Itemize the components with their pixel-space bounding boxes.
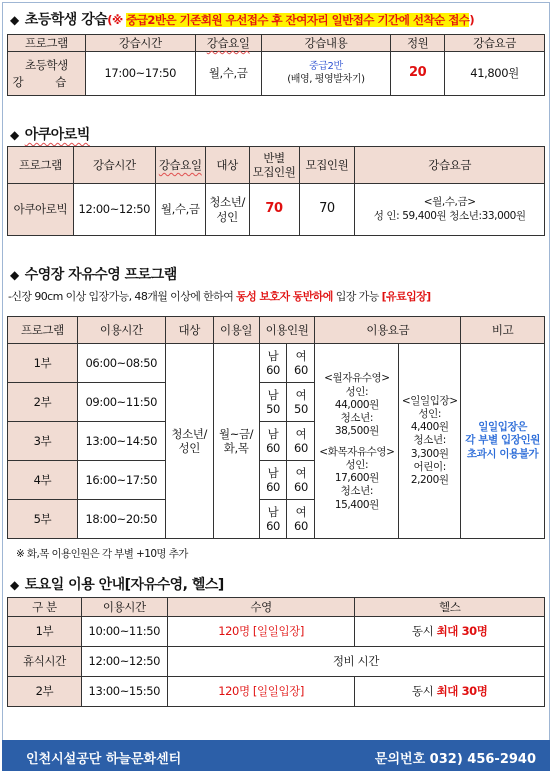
program-cell	[8, 52, 86, 96]
part-cell: 2부	[8, 383, 78, 422]
male-capacity: 남 50	[259, 383, 287, 422]
gym-max: 최대 30명	[436, 624, 488, 639]
col-header: 강습요금	[355, 147, 545, 184]
col-header: 헬스	[355, 598, 545, 617]
col-header: 이용시간	[81, 598, 167, 617]
remark-cell: 일일입장은 각 부별 입장인원 초과시 이용불가	[461, 344, 545, 539]
fee-daily: <일일입장> 성인: 4,400원 청소년: 3,300원 어린이: 2,200원	[399, 344, 461, 539]
diamond-bullet-icon: ◆	[10, 268, 19, 282]
col-header: 모집인원	[299, 147, 355, 184]
col-header: 이용인원	[259, 317, 315, 344]
fee-cell	[355, 184, 545, 236]
female-capacity: 여 60	[287, 344, 315, 383]
male-capacity: 남 60	[259, 500, 287, 539]
organization-name: 인천시설공단 하늘문화센터	[26, 752, 182, 767]
content-detail: (배영, 평영발차기)	[287, 73, 365, 85]
col-header: 강습요일	[195, 35, 261, 52]
col-header: 프로그램	[8, 317, 78, 344]
col-header: 강습시간	[73, 147, 155, 184]
diamond-bullet-icon: ◆	[10, 128, 19, 142]
col-header: 이용요금	[315, 317, 461, 344]
days-cell: 월~금/ 화,목	[213, 344, 259, 539]
part-cell: 5부	[8, 500, 78, 539]
time-cell: 18:00~20:50	[77, 500, 165, 539]
gym-cell	[355, 617, 545, 647]
priority-note: 중급2반은 기존회원 우선접수 후 잔여자리 일반접수 기간에 선착순 접수	[126, 13, 470, 27]
col-header: 이용일	[213, 317, 259, 344]
content-level: 중급2반	[309, 61, 343, 72]
col-header: 강습요금	[445, 35, 545, 52]
part-cell: 1부	[8, 617, 82, 647]
condition-text: -신장 90cm 이상 입장가능, 48개월 이상에 한하여	[8, 290, 237, 303]
time-cell: 09:00~11:50	[77, 383, 165, 422]
male-capacity: 남 60	[259, 344, 287, 383]
section-elementary-title	[10, 9, 474, 29]
col-header: 강습내용	[261, 35, 391, 52]
note-open: (※	[107, 13, 127, 27]
part-cell: 1부	[8, 344, 78, 383]
time-cell: 12:00~12:50	[81, 647, 167, 677]
section-heading: 초등학생 강습	[24, 12, 108, 28]
fee-detail: 성 인: 59,400원 청소년:33,000원	[373, 209, 526, 222]
swim-cell: 120명 [일일입장]	[167, 617, 355, 647]
col-header: 정원	[391, 35, 445, 52]
time-cell: 12:00~12:50	[73, 184, 155, 236]
section-heading: 아쿠아로빅	[24, 127, 90, 143]
female-capacity: 여 50	[287, 383, 315, 422]
female-capacity: 여 60	[287, 500, 315, 539]
time-cell: 06:00~08:50	[77, 344, 165, 383]
fee-monthly: <월자유수영> 성인: 44,000원 청소년: 38,500원	[324, 372, 390, 437]
program-name: 초등학생	[25, 57, 68, 72]
program-cell: 아쿠아로빅	[8, 184, 74, 236]
part-cell: 2부	[8, 677, 82, 707]
footnote: ※ 화,목 이용인원은 각 부별 +10명 추가	[16, 548, 188, 560]
section-freeswim-title	[10, 264, 177, 284]
col-header: 강습시간	[85, 35, 195, 52]
col-header: 반별 모집인원	[249, 147, 299, 184]
part-cell: 3부	[8, 422, 78, 461]
guardian-note: 동성 보호자 동반하에	[236, 290, 333, 303]
col-header: 수영	[167, 598, 355, 617]
section-saturday-title	[10, 574, 224, 594]
note-close: )	[469, 13, 475, 27]
paid-entry-badge: [유료입장]	[381, 290, 431, 303]
gym-max: 최대 30명	[436, 684, 488, 699]
contact-number: 문의번호 032) 456-2940	[374, 752, 536, 767]
time-cell: 10:00~11:50	[81, 617, 167, 647]
footer-bar	[2, 740, 550, 771]
col-header: 비고	[461, 317, 545, 344]
female-capacity: 여 60	[287, 422, 315, 461]
col-header: 대상	[165, 317, 213, 344]
saturday-table	[7, 597, 545, 707]
freeswim-table	[7, 316, 545, 539]
maintenance-cell: 정비 시간	[167, 647, 544, 677]
program-name-2: 강 습	[12, 75, 81, 89]
target-cell: 청소년/ 성인	[165, 344, 213, 539]
col-header: 강습요일	[155, 147, 205, 184]
gym-cell	[355, 677, 545, 707]
col-header: 이용시간	[77, 317, 165, 344]
col-header: 프로그램	[8, 35, 86, 52]
condition-text-2: 입장 가능	[332, 290, 382, 303]
entry-condition	[8, 288, 431, 304]
time-cell: 13:00~15:50	[81, 677, 167, 707]
diamond-bullet-icon: ◆	[10, 13, 19, 27]
col-header: 구 분	[8, 598, 82, 617]
time-cell: 17:00~17:50	[85, 52, 195, 96]
days-cell: 월,수,금	[155, 184, 205, 236]
diamond-bullet-icon: ◆	[10, 578, 19, 592]
fee-tuethu: <화목자유수영> 성인: 17,600원 청소년: 15,400원	[319, 446, 395, 511]
col-header: 대상	[205, 147, 249, 184]
swim-cell: 120명 [일일입장]	[167, 677, 355, 707]
section-aquarobic-title	[10, 124, 90, 144]
recruit-cell: 70	[299, 184, 355, 236]
fee-days: <월,수,금>	[423, 196, 476, 209]
fee-regular-cell	[315, 344, 399, 539]
content-cell	[261, 52, 391, 96]
section-heading: 수영장 자유수영 프로그램	[24, 267, 177, 283]
elementary-table	[7, 34, 545, 96]
fee-cell: 41,800원	[445, 52, 545, 96]
time-cell: 16:00~17:50	[77, 461, 165, 500]
part-cell: 4부	[8, 461, 78, 500]
aquarobic-table	[7, 146, 545, 236]
male-capacity: 남 60	[259, 422, 287, 461]
per-class-cell: 70	[249, 184, 299, 236]
male-capacity: 남 60	[259, 461, 287, 500]
part-cell: 휴식시간	[8, 647, 82, 677]
time-cell: 13:00~14:50	[77, 422, 165, 461]
capacity-cell: 20	[391, 52, 445, 96]
section-heading: 토요일 이용 안내[자유수영, 헬스]	[24, 577, 224, 593]
target-cell: 청소년/ 성인	[205, 184, 249, 236]
gym-prefix: 동시	[411, 684, 437, 699]
female-capacity: 여 60	[287, 461, 315, 500]
col-header: 프로그램	[8, 147, 74, 184]
gym-prefix: 동시	[411, 624, 437, 639]
days-cell: 월,수,금	[195, 52, 261, 96]
